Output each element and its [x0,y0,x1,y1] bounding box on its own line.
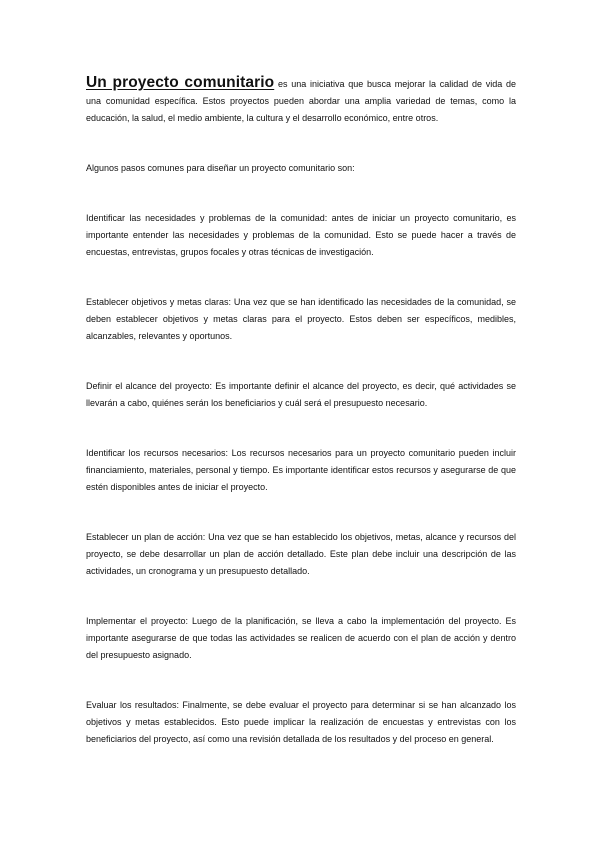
step-paragraph-evaluate: Evaluar los resultados: Finalmente, se debe evaluar el proyecto para determinar si se han alcanzado los objetivos y metas establecidos. Esto puede implicar la realización de encuestas y entrevistas con los beneficiarios del proyecto, así como una revisión detallada de los resultados y del proceso en general. [86,700,516,744]
step-paragraph-objectives: Establecer objetivos y metas claras: Una vez que se han identificado las necesidades de la comunidad, se deben establecer objetivos y metas claras para el proyecto. Estos deben ser específicos, medibles, alcanzables, relevantes y oportunos. [86,297,516,341]
steps-intro: Algunos pasos comunes para diseñar un proyecto comunitario son: [86,163,355,173]
document-page [86,74,516,748]
document-title: Un proyecto comunitario [86,74,275,91]
spacer [86,127,516,160]
intro-paragraph [86,74,516,127]
step-paragraph-scope: Definir el alcance del proyecto: Es importante definir el alcance del proyecto, es decir, qué actividades se llevarán a cabo, quiénes serán los beneficiarios y cuál será el presupuesto necesario. [86,381,516,408]
spacer [86,412,516,445]
spacer [86,580,516,613]
spacer [86,345,516,378]
step-paragraph-implement: Implementar el proyecto: Luego de la planificación, se lleva a cabo la implementación del proyecto. Es importante asegurarse de que todas las actividades se realicen de acuerdo con el plan de acción y dentro del presupuesto asignado. [86,616,516,660]
spacer [86,496,516,529]
spacer [86,664,516,697]
step-paragraph-needs: Identificar las necesidades y problemas de la comunidad: antes de iniciar un proyecto comunitario, es importante entender las necesidades y problemas de la comunidad. Esto se puede hacer a través de encuestas, entrevistas, grupos focales y otras técnicas de investigación. [86,213,516,257]
spacer [86,177,516,210]
step-paragraph-action-plan: Establecer un plan de acción: Una vez que se han establecido los objetivos, metas, alcance y recursos del proyecto, se debe desarrollar un plan de acción detallado. Este plan debe incluir una descripción de las actividades, un cronograma y un presupuesto detallado. [86,532,516,576]
step-paragraph-resources: Identificar los recursos necesarios: Los recursos necesarios para un proyecto comunitario pueden incluir financiamiento, materiales, personal y tiempo. Es importante identificar estos recursos y asegurarse de que estén disponibles antes de iniciar el proyecto. [86,448,516,492]
intro-text: es una iniciativa que busca mejorar la calidad de vida de una comunidad específica. Estos proyectos pueden abordar una amplia variedad de temas, como la educación, la salud, el medio ambiente, la cultura y el desarrollo económico, entre otros. [86,79,517,123]
spacer [86,261,516,294]
